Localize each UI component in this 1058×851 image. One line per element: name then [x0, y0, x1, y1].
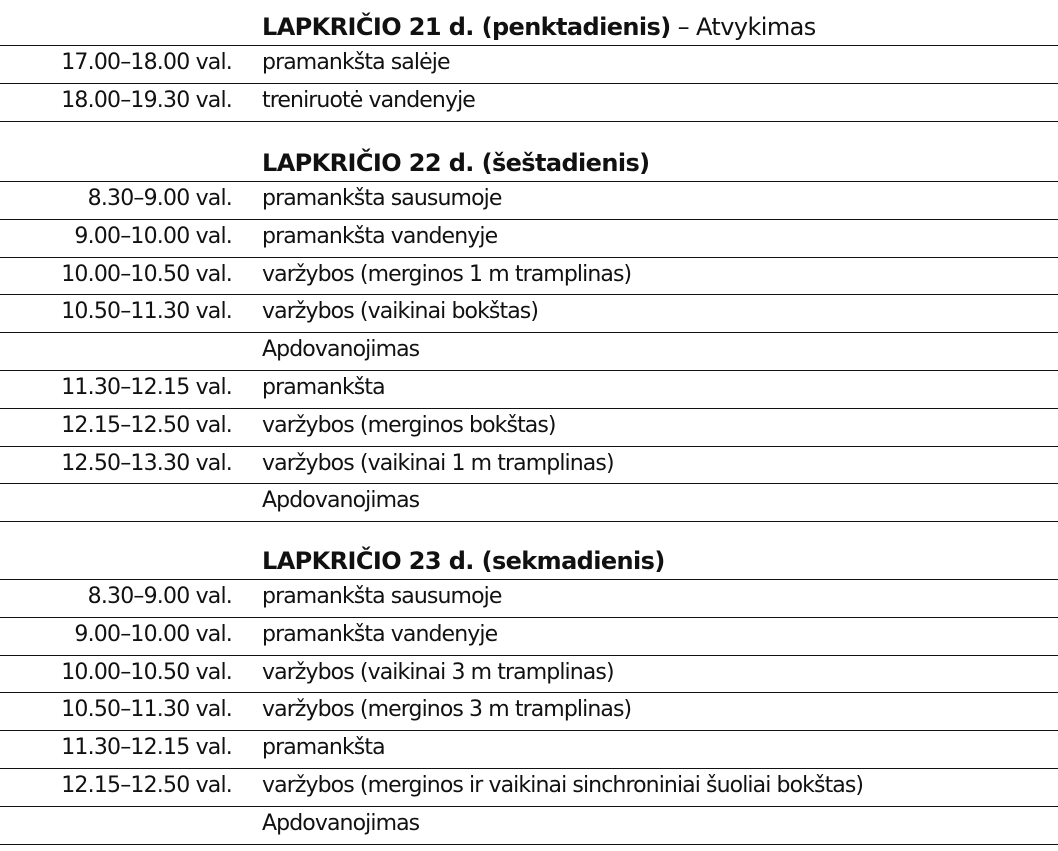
schedule-row — [0, 409, 1058, 447]
day-header — [0, 142, 1058, 182]
day-title — [262, 149, 650, 177]
schedule-row — [0, 807, 1058, 845]
schedule-row — [0, 220, 1058, 258]
schedule-row — [0, 371, 1058, 409]
day-title-date: LAPKRIČIO 21 d. (penktadienis) — [262, 13, 671, 41]
time-cell: 9.00–10.00 val. — [74, 621, 232, 647]
activity-cell: Apdovanojimas — [262, 488, 420, 514]
day-section-22 — [0, 142, 1058, 522]
day-section-21 — [0, 6, 1058, 122]
activity-cell: treniruotė vandenyje — [262, 87, 475, 113]
schedule-row — [0, 258, 1058, 296]
time-cell: 11.30–12.15 val. — [61, 735, 232, 761]
activity-cell: pramankšta — [262, 735, 385, 761]
activity-cell: varžybos (merginos ir vaikinai sinchroniniai šuoliai bokštas) — [262, 772, 864, 798]
day-header — [0, 6, 1058, 46]
schedule-row — [0, 731, 1058, 769]
schedule-row — [0, 84, 1058, 122]
time-cell: 9.00–10.00 val. — [74, 223, 232, 249]
activity-cell: varžybos (merginos bokštas) — [262, 412, 556, 438]
activity-cell: Apdovanojimas — [262, 810, 420, 836]
day-title-date: LAPKRIČIO 23 d. (sekmadienis) — [262, 547, 665, 575]
activity-cell: varžybos (merginos 3 m tramplinas) — [262, 697, 632, 723]
schedule-row — [0, 656, 1058, 694]
schedule-row — [0, 182, 1058, 220]
schedule-row — [0, 484, 1058, 522]
activity-cell: varžybos (vaikinai 1 m tramplinas) — [262, 450, 614, 476]
activity-cell: varžybos (merginos 1 m tramplinas) — [262, 261, 632, 287]
time-cell: 17.00–18.00 val. — [61, 50, 232, 75]
day-title-suffix: – Atvykimas — [670, 13, 816, 41]
activity-cell: pramankšta — [262, 374, 385, 400]
schedule-row — [0, 295, 1058, 333]
time-cell: 8.30–9.00 val. — [87, 584, 232, 609]
day-title-date: LAPKRIČIO 22 d. (šeštadienis) — [262, 149, 650, 177]
time-cell: 12.15–12.50 val. — [61, 772, 232, 798]
day-title — [262, 13, 816, 41]
activity-cell: pramankšta vandenyje — [262, 223, 498, 249]
schedule-row — [0, 46, 1058, 84]
activity-cell: pramankšta sausumoje — [262, 186, 502, 211]
activity-cell: pramankšta vandenyje — [262, 621, 498, 647]
activity-cell: pramankšta sausumoje — [262, 584, 502, 609]
schedule-row — [0, 769, 1058, 807]
time-cell: 18.00–19.30 val. — [61, 87, 232, 113]
schedule-row — [0, 693, 1058, 731]
schedule-row — [0, 447, 1058, 485]
activity-cell: varžybos (vaikinai 3 m tramplinas) — [262, 659, 614, 685]
activity-cell: varžybos (vaikinai bokštas) — [262, 299, 539, 325]
time-cell: 12.50–13.30 val. — [61, 450, 232, 476]
schedule-row — [0, 618, 1058, 656]
schedule-row — [0, 333, 1058, 371]
time-cell: 12.15–12.50 val. — [61, 412, 232, 438]
schedule-row — [0, 580, 1058, 618]
activity-cell: pramankšta salėje — [262, 50, 450, 75]
time-cell: 8.30–9.00 val. — [87, 186, 232, 211]
activity-cell: Apdovanojimas — [262, 337, 420, 363]
time-cell: 10.00–10.50 val. — [61, 261, 232, 287]
time-cell: 10.00–10.50 val. — [61, 659, 232, 685]
day-header — [0, 540, 1058, 580]
time-cell: 10.50–11.30 val. — [61, 697, 232, 723]
time-cell: 10.50–11.30 val. — [61, 299, 232, 325]
time-cell: 11.30–12.15 val. — [61, 374, 232, 400]
day-section-23 — [0, 540, 1058, 845]
day-title — [262, 547, 665, 575]
